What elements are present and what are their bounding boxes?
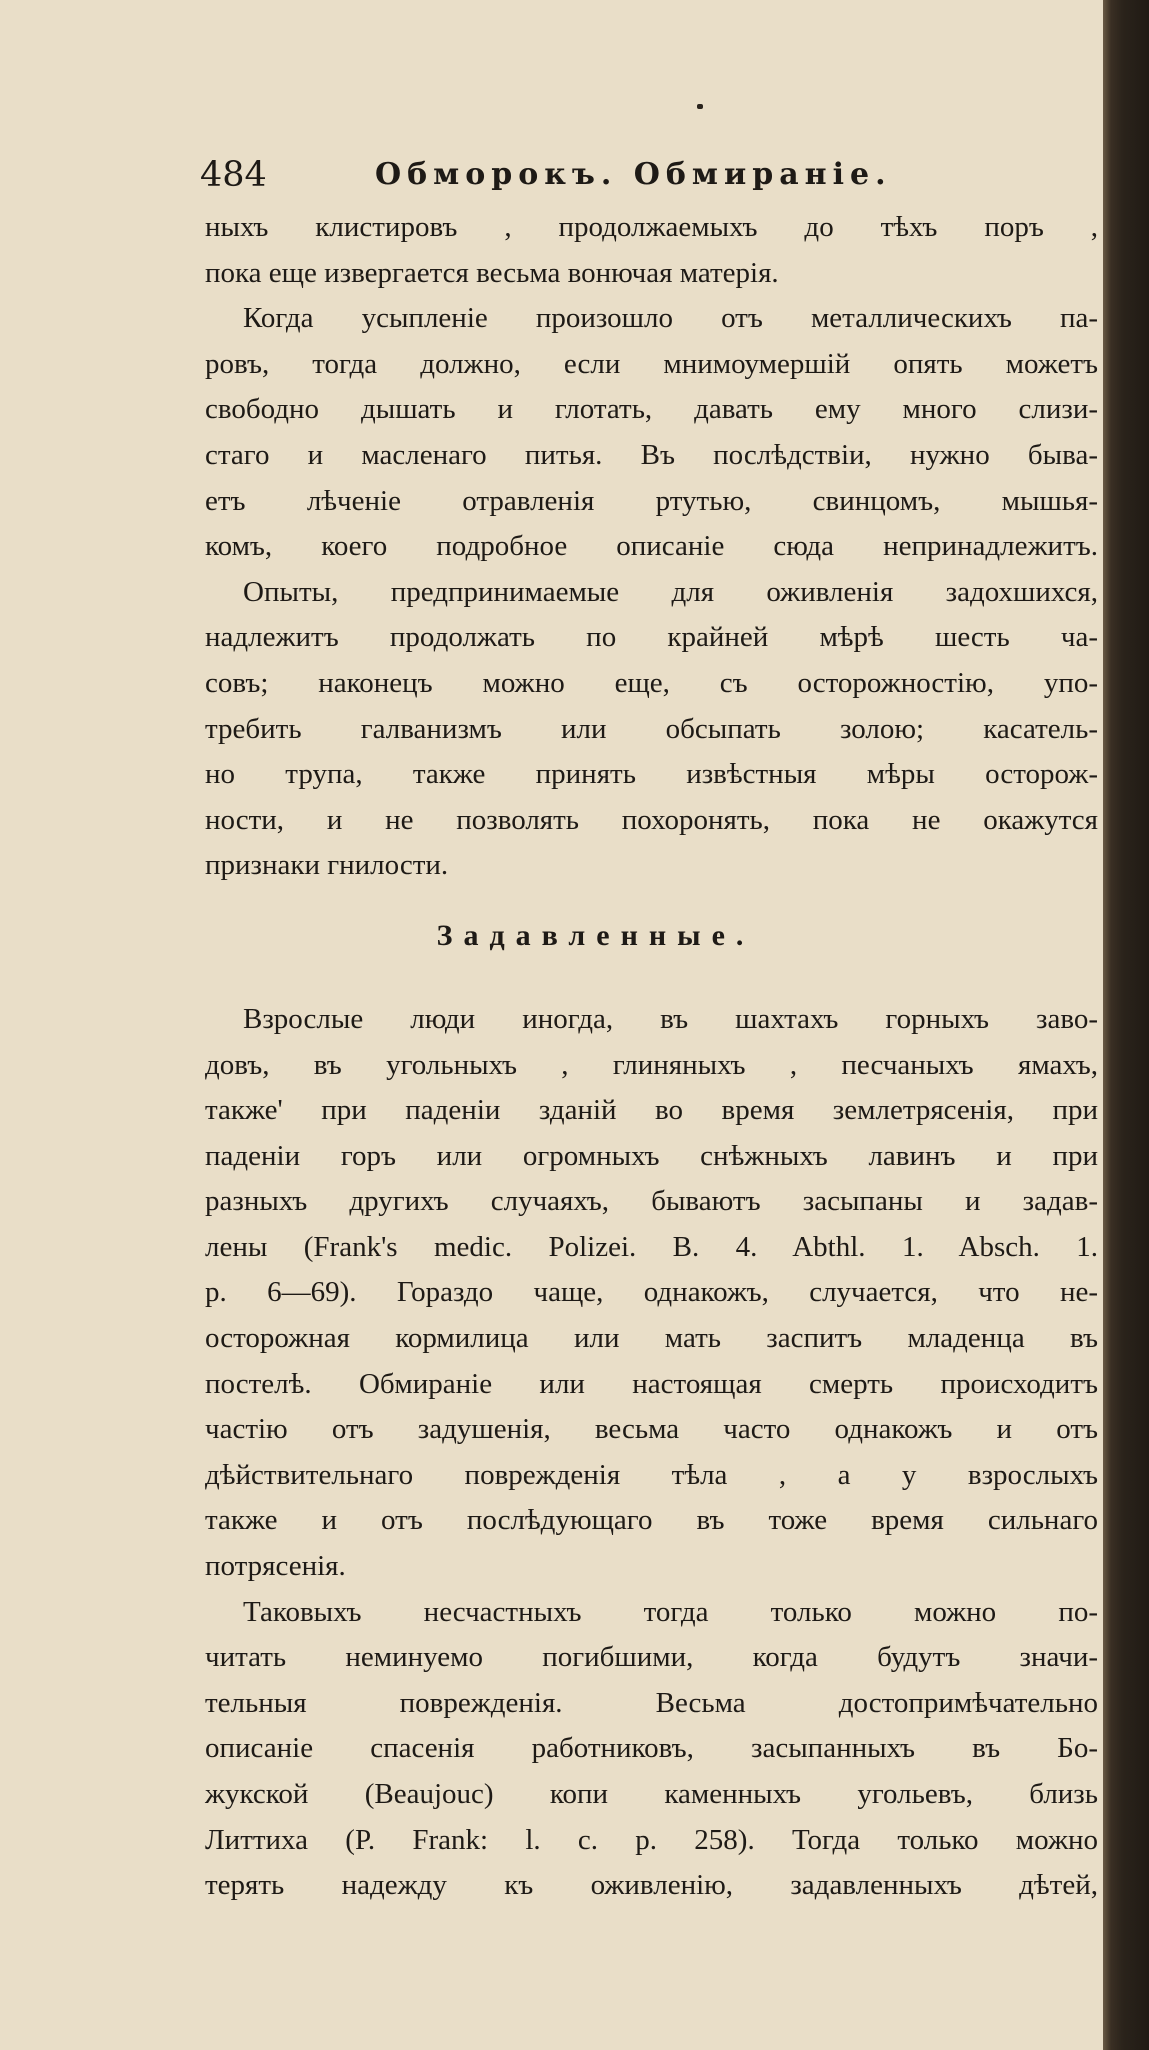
text-line: p. 6—69). Гораздо чаще, однакожъ, случается, что не-: [205, 1276, 1098, 1309]
text-line: Таковыхъ несчастныхъ тогда только можно по-: [243, 1595, 1098, 1628]
text-line: требить галванизмъ или обсыпать золою; касатель-: [205, 712, 1098, 745]
heading-spacer: [205, 983, 1098, 997]
text-line: разныхъ другихъ случаяхъ, бываютъ засыпаны и задав-: [205, 1185, 1098, 1218]
text-line: также и отъ послѣдующаго въ тоже время сильнаго: [205, 1504, 1098, 1537]
text-line: но трупа, также принять извѣстныя мѣры осторож-: [205, 758, 1098, 791]
text-line: ровъ, тогда должно, если мнимоумершій опять можетъ: [205, 347, 1098, 380]
text-line: Взрослые люди иногда, въ шахтахъ горныхъ заво-: [243, 1002, 1098, 1035]
text-line: дѣйствительнаго поврежденія тѣла , а у взрослыхъ: [205, 1458, 1098, 1491]
text-line: также' при паденіи зданій во время землетрясенія, при: [205, 1094, 1098, 1127]
text-line: Опыты, предпринимаемые для оживленія задохшихся,: [243, 575, 1098, 608]
paragraph: [205, 296, 1098, 570]
running-title: Обморокъ. Обмираніе.: [375, 157, 892, 192]
paragraph: [205, 997, 1098, 1590]
page-edge-shadow: [1103, 0, 1149, 2050]
paragraph: [205, 205, 1098, 296]
ink-speck: [697, 104, 703, 109]
text-line: етъ лѣченіе отравленія ртутью, свинцомъ, мышья-: [205, 484, 1098, 517]
body-text: [205, 205, 1098, 1909]
text-line: осторожная кормилица или мать заспитъ младенца въ: [205, 1322, 1098, 1355]
text-line: совъ; наконецъ можно еще, съ осторожностію, упо-: [205, 666, 1098, 699]
text-line: лены (Frank's medic. Polizei. B. 4. Abthl. 1. Absch. 1.: [205, 1230, 1098, 1263]
text-line: Когда усыпленіе произошло отъ металлическихъ па-: [243, 302, 1098, 335]
text-line: тельныя поврежденія. Весьма достопримѣчательно: [205, 1686, 1098, 1719]
text-line: признаки гнилости.: [205, 849, 449, 882]
text-line: надлежитъ продолжать по крайней мѣрѣ шесть ча-: [205, 621, 1098, 654]
text-line: частію отъ задушенія, весьма часто однакожъ и отъ: [205, 1413, 1098, 1446]
text-line: описаніе спасенія работниковъ, засыпанныхъ въ Бо-: [205, 1732, 1098, 1765]
text-line: жукской (Beaujouc) копи каменныхъ угольевъ, близь: [205, 1778, 1098, 1810]
text-line: паденіи горъ или огромныхъ снѣжныхъ лавинъ и при: [205, 1139, 1098, 1172]
text-line: стаго и масленаго питья. Въ послѣдствіи, нужно быва-: [205, 438, 1098, 471]
text-line: свободно дышать и глотать, давать ему много слизи-: [205, 393, 1098, 426]
text-line: комъ, коего подробное описаніе сюда непринадлежитъ.: [205, 530, 1098, 563]
text-line: читать неминуемо погибшими, когда будутъ значи-: [205, 1641, 1098, 1674]
text-line: ности, и не позволять похоронять, пока не окажутся: [205, 803, 1098, 836]
section-heading: Задавленные.: [436, 918, 755, 952]
text-line: довъ, въ угольныхъ , глиняныхъ , песчаныхъ ямахъ,: [205, 1048, 1098, 1081]
text-line: Литтиха (P. Frank: l. c. p. 258). Тогда только можно: [205, 1823, 1098, 1856]
text-line: терять надежду къ оживленію, задавленныхъ дѣтей,: [205, 1869, 1098, 1902]
paragraph: [205, 570, 1098, 889]
page-number: 484: [200, 155, 267, 195]
text-line: пока еще извергается весьма вонючая матерія.: [205, 256, 779, 289]
text-line: потрясенія.: [205, 1550, 346, 1583]
text-line: ныхъ клистировъ , продолжаемыхъ до тѣхъ поръ ,: [205, 211, 1098, 243]
paragraph: [205, 1590, 1098, 1909]
text-line: постелѣ. Обмираніе или настоящая смерть происходитъ: [205, 1367, 1098, 1400]
page-header: [200, 150, 1100, 200]
